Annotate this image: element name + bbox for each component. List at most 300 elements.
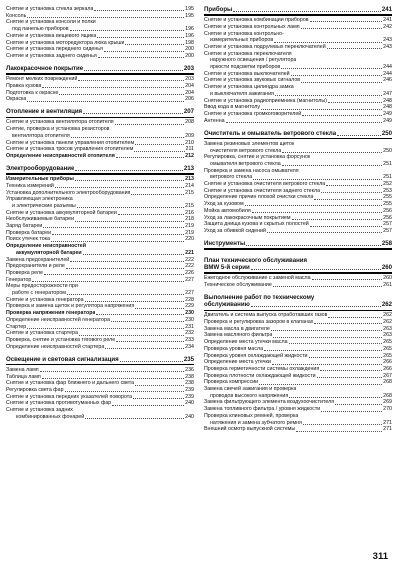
toc-entry-page: 256 — [383, 214, 392, 221]
dot-leader — [335, 404, 382, 405]
toc-entry — [204, 379, 392, 386]
toc-entry-title: Снятие и установка контрольно- — [204, 30, 284, 37]
toc-entry — [6, 203, 194, 210]
toc-entry-title: Снятие и установка аккумуляторной батареи — [6, 209, 117, 216]
toc-entry-title: Определение причин плохой очистки стекла — [204, 194, 314, 201]
toc-entry-title: Определение неисправностей генератора — [6, 316, 110, 323]
dot-leader — [317, 377, 383, 378]
toc-section-heading — [6, 165, 194, 172]
dot-leader — [67, 294, 184, 295]
dot-leader — [281, 68, 382, 69]
dot-leader — [275, 95, 382, 96]
toc-entry-title: Регулировка света фар — [6, 386, 64, 393]
toc-entry-page: 214 — [185, 182, 194, 189]
dot-leader — [27, 101, 184, 102]
toc-entry-title: Замена масляного фильтра — [204, 332, 273, 339]
toc-entry-title: Консоль — [6, 12, 27, 19]
toc-entry-page: 258 — [381, 240, 392, 248]
toc-entry-title: Стартер — [6, 323, 27, 330]
toc-entry-page: 211 — [185, 146, 194, 153]
toc-entry-title: Снятие и установка выключателей — [204, 70, 290, 77]
section-rule — [6, 364, 194, 365]
dot-leader — [116, 157, 184, 158]
dot-leader — [321, 192, 382, 193]
dot-leader — [32, 281, 184, 282]
toc-entry — [6, 387, 194, 394]
toc-entry-title: BMW 5-й серии — [204, 263, 250, 271]
toc-entry-page: 248 — [383, 104, 392, 111]
toc-entry — [6, 96, 194, 103]
toc-entry-page: 231 — [185, 323, 194, 330]
toc-entry-page: 216 — [185, 209, 194, 216]
toc-entry — [204, 104, 392, 111]
toc-entry-title: яркости подсветки приборов — [210, 64, 281, 71]
toc-entry-page: 262 — [383, 312, 392, 319]
toc-entry-title: омывателя ветрового стекла — [210, 160, 281, 167]
dot-leader — [42, 87, 184, 88]
dot-leader — [289, 343, 383, 344]
toc-entry-page: 213 — [185, 176, 194, 183]
toc-entry-page: 236 — [185, 366, 194, 373]
toc-entry-page: 198 — [185, 39, 194, 46]
toc-entry-page: 200 — [185, 46, 194, 53]
dot-leader — [115, 124, 185, 125]
toc-entry-title: Снятие и установка стекла зеркала — [6, 6, 94, 12]
toc-entry-page: 195 — [185, 6, 194, 12]
dot-leader — [98, 57, 184, 58]
toc-entry-title: План технического обслуживания — [204, 256, 308, 264]
toc-entry-page: 263 — [383, 325, 392, 332]
toc-entry — [204, 393, 392, 400]
toc-entry — [6, 210, 194, 217]
toc-entry-page: 227 — [185, 290, 194, 297]
toc-entry-title: Снятие и установка цилиндра замка — [204, 84, 294, 91]
toc-entry-title: Замена свечей зажигания и проверка — [204, 386, 297, 393]
toc-entry-title: Снятие и установка подрулевых переключателей — [204, 43, 326, 50]
dot-leader — [328, 102, 382, 103]
toc-entry — [204, 359, 392, 366]
toc-entry — [204, 24, 392, 31]
toc-entry — [204, 31, 392, 38]
dot-leader — [27, 17, 184, 18]
dot-leader — [259, 384, 382, 385]
dot-leader — [75, 180, 184, 181]
dot-leader — [104, 51, 184, 52]
toc-entry-title: Снятие и установка радиоприемника (магнитолы) — [204, 97, 327, 104]
toc-entry — [204, 282, 392, 289]
toc-entry-title: Снятие и установка передних указателей поворота — [6, 393, 133, 400]
dot-leader — [27, 328, 184, 329]
toc-entry-page: 239 — [185, 386, 194, 393]
toc-entry-title: Техника измерений — [6, 182, 54, 189]
toc-entry-page: 220 — [185, 236, 194, 243]
toc-entry — [204, 37, 392, 44]
dot-leader — [264, 350, 382, 351]
toc-entry-title: Замена масла в двигателе — [204, 325, 270, 332]
toc-entry-page: 195 — [185, 12, 194, 19]
toc-entry-title: Защита днища кузова и скрытых полостей — [204, 221, 309, 228]
toc-entry-title: Снятие и установка переключателя — [204, 50, 292, 57]
toc-entry-page: 244 — [383, 70, 392, 77]
toc-entry-title: Окраска — [6, 96, 27, 103]
toc-entry-title: Снятие и установка очистителя заднего стекла — [204, 187, 321, 194]
toc-entry — [204, 426, 392, 433]
toc-entry-page: 241 — [381, 6, 392, 13]
dot-leader — [85, 418, 184, 419]
toc-entry-page: 203 — [185, 76, 194, 83]
toc-entry-page: 268 — [383, 379, 392, 386]
dot-leader — [314, 323, 382, 324]
toc-entry-page: 251 — [383, 160, 392, 167]
dot-leader — [83, 113, 183, 114]
toc-entry-page: 207 — [183, 108, 194, 116]
toc-entry-page: 196 — [185, 26, 194, 33]
dot-leader — [246, 245, 381, 246]
toc-entry — [6, 236, 194, 243]
toc-entry — [6, 223, 194, 230]
toc-entry-title: Заряд батареи — [6, 223, 43, 230]
toc-entry-title: Внешний осмотр выпускной системы — [204, 426, 296, 433]
toc-entry — [204, 215, 392, 222]
toc-entry — [204, 366, 392, 373]
toc-entry-title: Замена фильтрующего элемента воздухоочистителя — [204, 399, 335, 406]
toc-entry-page: 265 — [383, 339, 392, 346]
dot-leader — [111, 321, 184, 322]
toc-entry-page: 265 — [383, 345, 392, 352]
toc-entry-title: под панелью приборов — [12, 26, 69, 33]
toc-entry — [6, 394, 194, 401]
toc-section-heading — [204, 264, 392, 271]
toc-entry-title: комбинированных фонарей — [16, 413, 85, 420]
toc-entry-title: Проверка уровня масла — [204, 345, 264, 352]
toc-entry-title: Замена топливного фильтра / уровня жидкости — [204, 406, 321, 413]
dot-leader — [43, 227, 184, 228]
toc-entry-title: Антенна — [204, 117, 225, 124]
toc-entry-title: Лакокрасочное покрытие — [6, 65, 84, 73]
dot-leader — [70, 261, 184, 262]
toc-entry-title: Освещение и световая сигнализация — [6, 355, 119, 363]
toc-entry-title: очистителя ветрового стекла — [210, 147, 282, 154]
dot-leader — [301, 82, 382, 83]
toc-entry-title: Необслуживаемые батареи — [6, 216, 75, 223]
toc-entry — [204, 420, 392, 427]
toc-section-heading — [204, 257, 392, 264]
toc-entry — [6, 367, 194, 374]
dot-leader — [245, 205, 383, 206]
toc-entry-title: Измерительные приборы — [6, 176, 74, 183]
toc-entry-title: проводов высокого напряжения — [210, 392, 289, 399]
toc-entry-title: Замена ламп — [6, 366, 39, 373]
dot-leader — [55, 187, 184, 188]
toc-entry-title: Замена резиновых элементов щеток — [204, 140, 295, 147]
toc-entry-page: 266 — [383, 365, 392, 372]
dot-leader — [65, 391, 185, 392]
dot-leader — [75, 170, 182, 171]
toc-entry-title: Снятие и установка стартера — [6, 330, 78, 337]
toc-entry-title: Снятие и установка консоли и полки — [6, 19, 96, 26]
toc-left-column — [6, 6, 194, 421]
toc-entry — [204, 339, 392, 346]
toc-entry — [6, 46, 194, 53]
dot-leader — [310, 226, 382, 227]
dot-leader — [134, 151, 184, 152]
toc-entry-title: Уход за кузовом — [204, 201, 244, 208]
toc-entry-page: 229 — [185, 303, 194, 310]
toc-entry — [204, 181, 392, 188]
toc-entry — [6, 277, 194, 284]
dot-leader — [96, 314, 184, 315]
toc-entry — [6, 216, 194, 223]
toc-entry — [204, 346, 392, 353]
toc-entry — [204, 413, 392, 420]
toc-entry — [6, 290, 194, 297]
toc-entry-title: Управляющая электроника — [6, 196, 73, 203]
toc-entry-page: 206 — [185, 96, 194, 103]
toc-entry-page: 242 — [383, 23, 392, 30]
section-rule — [204, 138, 392, 139]
toc-entry-title: Снятие и установка комбинации приборов — [204, 17, 309, 24]
toc-entry — [6, 183, 194, 190]
dot-leader — [271, 330, 382, 331]
dot-leader — [120, 361, 183, 362]
toc-entry — [204, 221, 392, 228]
dot-leader — [135, 385, 184, 386]
toc-entry — [6, 374, 194, 381]
dot-leader — [303, 424, 382, 425]
toc-entry-title: Определение места утечки масла — [204, 339, 288, 346]
dot-leader — [312, 279, 383, 280]
dot-leader — [131, 194, 184, 195]
toc-entry-page: 230 — [185, 310, 194, 317]
toc-entry-title: Снятие и установка тросов управления отопителем — [6, 146, 134, 153]
toc-entry — [6, 33, 194, 40]
toc-entry-page: 246 — [383, 77, 392, 84]
toc-section-heading — [204, 240, 392, 247]
toc-entry — [6, 400, 194, 407]
toc-entry-title: Уход за лакокрасочным покрытием — [204, 214, 291, 221]
toc-entry-page: 241 — [383, 17, 392, 24]
dot-leader — [78, 80, 184, 81]
toc-entry — [204, 326, 392, 333]
toc-entry — [6, 26, 194, 33]
toc-entry-page: 265 — [383, 352, 392, 359]
toc-entry — [204, 275, 392, 282]
toc-entry — [204, 406, 392, 413]
toc-entry-title: Правка кузова — [6, 82, 42, 89]
dot-leader — [71, 137, 184, 138]
toc-entry-title: Установка дополнительного электрооборудования — [6, 189, 131, 196]
toc-entry-title: обслуживанию — [204, 301, 250, 309]
toc-entry-title: Ввод кода в магнитолу — [204, 104, 261, 111]
toc-entry-page: 260 — [381, 263, 392, 271]
toc-section-heading — [204, 294, 392, 301]
toc-entry-title: Проверка плотности охлаждающей жидкости — [204, 372, 316, 379]
toc-entry-page: 238 — [185, 373, 194, 380]
toc-entry-title: Снятие и установка фар ближнего и дальнего света — [6, 380, 135, 387]
toc-entry — [204, 118, 392, 125]
toc-entry — [6, 270, 194, 277]
toc-entry-page: 244 — [383, 64, 392, 71]
toc-entry-page: 222 — [185, 263, 194, 270]
toc-entry — [6, 6, 194, 13]
dot-leader — [233, 11, 381, 12]
dot-leader — [310, 21, 383, 22]
toc-entry-title: Определение неисправностей отопителя — [6, 152, 115, 159]
toc-entry-page: 222 — [185, 256, 194, 263]
toc-entry-page: 257 — [383, 227, 392, 234]
toc-entry-title: Снятие и установка противотуманных фар — [6, 400, 112, 407]
toc-entry-page: 210 — [185, 139, 194, 146]
toc-entry — [204, 64, 392, 71]
toc-entry-page: 248 — [383, 97, 392, 104]
toc-entry-page: 240 — [185, 413, 194, 420]
toc-entry-page: 253 — [383, 187, 392, 194]
toc-entry-title: наружного освещения / регулятора — [210, 57, 297, 64]
dot-leader — [40, 371, 185, 372]
dot-leader — [94, 10, 184, 11]
toc-entry — [6, 133, 194, 140]
dot-leader — [83, 254, 184, 255]
toc-entry — [6, 176, 194, 183]
toc-entry-page: 196 — [185, 32, 194, 39]
toc-entry — [6, 414, 194, 421]
toc-entry-page: 215 — [185, 189, 194, 196]
toc-entry-page: 227 — [185, 276, 194, 283]
dot-leader — [320, 370, 382, 371]
dot-leader — [328, 317, 382, 318]
toc-entry-page: 239 — [185, 393, 194, 400]
dot-leader — [309, 357, 383, 358]
toc-entry — [6, 310, 194, 317]
toc-entry-page: 234 — [185, 343, 194, 350]
section-rule — [204, 14, 392, 15]
toc-entry-title: Уход за обивкой сидений — [204, 227, 266, 234]
toc-entry-page: 235 — [183, 355, 194, 363]
dot-leader — [51, 241, 184, 242]
toc-entry-page: 219 — [185, 223, 194, 230]
toc-entry-page: 252 — [383, 181, 392, 188]
toc-entry — [204, 312, 392, 319]
toc-entry — [204, 188, 392, 195]
toc-entry-page: 238 — [185, 380, 194, 387]
dot-leader — [291, 75, 383, 76]
toc-entry-title: Техническое обслуживание — [204, 281, 272, 288]
toc-entry — [204, 201, 392, 208]
toc-entry-page: 221 — [185, 249, 194, 256]
toc-entry — [6, 140, 194, 147]
dot-leader — [77, 207, 184, 208]
toc-entry-page: 230 — [185, 316, 194, 323]
toc-entry — [6, 330, 194, 337]
toc-entry-title: Проверка напряжения генератора — [6, 310, 96, 317]
toc-entry-title: Определение места утечки — [204, 359, 271, 366]
toc-entry — [6, 90, 194, 97]
toc-entry-title: Проверка герметичности системы охлаждения — [204, 365, 320, 372]
toc-entry — [6, 190, 194, 197]
toc-entry — [6, 337, 194, 344]
toc-section-heading — [204, 6, 392, 13]
toc-entry-page: 257 — [383, 221, 392, 228]
dot-leader — [135, 308, 184, 309]
toc-entry — [204, 168, 392, 175]
toc-entry-title: Проверка компрессии — [204, 379, 259, 386]
section-rule — [204, 310, 392, 311]
toc-entry — [6, 250, 194, 257]
toc-entry-title: Инструменты — [204, 240, 246, 248]
toc-entry-page: 208 — [185, 119, 194, 126]
toc-entry-page: 243 — [383, 37, 392, 44]
toc-section-heading — [6, 356, 194, 363]
toc-entry-page: 212 — [185, 152, 194, 159]
toc-entry-title: Отопление и вентиляция — [6, 108, 83, 116]
toc-entry-page: 232 — [185, 330, 194, 337]
dot-leader — [44, 274, 184, 275]
dot-leader — [253, 179, 382, 180]
toc-entry-title: и выключателя зажигания — [210, 90, 274, 97]
dot-leader — [327, 48, 382, 49]
dot-leader — [326, 185, 382, 186]
toc-entry — [204, 228, 392, 235]
dot-leader — [84, 70, 183, 71]
toc-entry-title: Проверка и замена щеток и регулятора напряжения — [6, 303, 135, 310]
toc-entry-title: Проверка реле — [6, 269, 43, 276]
toc-entry — [6, 407, 194, 414]
toc-section-heading — [6, 65, 194, 72]
dot-leader — [85, 301, 185, 302]
toc-entry — [6, 146, 194, 153]
toc-entry — [6, 40, 194, 47]
toc-entry-title: Приборы — [204, 6, 233, 13]
toc-entry-title: Снятие и установка звуковых сигналов — [204, 77, 301, 84]
dot-leader — [251, 306, 381, 307]
toc-entry — [204, 373, 392, 380]
toc-entry — [204, 84, 392, 91]
toc-entry-page: 255 — [383, 201, 392, 208]
dot-leader — [125, 44, 184, 45]
dot-leader — [133, 398, 184, 399]
toc-entry — [6, 53, 194, 60]
toc-entry-title: Снятие и установка генератора — [6, 296, 84, 303]
toc-entry — [204, 194, 392, 201]
toc-entry-page: 250 — [383, 147, 392, 154]
toc-entry-page: 270 — [383, 406, 392, 413]
toc-entry-page: 268 — [383, 392, 392, 399]
toc-entry — [204, 148, 392, 155]
toc-entry — [6, 380, 194, 387]
dot-leader — [105, 348, 184, 349]
toc-entry — [204, 174, 392, 181]
toc-entry-page: 233 — [185, 336, 194, 343]
toc-entry-title: Снятие, проверка и установка резисторов — [6, 126, 110, 133]
dot-leader — [70, 30, 185, 31]
toc-entry-title: Генератор — [6, 276, 32, 283]
toc-entry-title: Двигатель и система выпуска отработавших газов — [204, 312, 328, 319]
dot-leader — [52, 234, 184, 235]
dot-leader — [66, 268, 184, 269]
toc-entry-page: 200 — [185, 52, 194, 59]
toc-entry — [6, 196, 194, 203]
toc-entry-title: Снятие и установка контрольных ламп — [204, 23, 300, 30]
toc-entry-title: Проверка уровня охлаждающей жидкости — [204, 352, 308, 359]
toc-entry — [204, 319, 392, 326]
toc-entry — [6, 119, 194, 126]
toc-section-heading — [204, 130, 392, 137]
toc-entry-page: 218 — [185, 216, 194, 223]
toc-entry — [204, 332, 392, 339]
toc-entry-page: 219 — [185, 229, 194, 236]
toc-entry-page: 249 — [383, 117, 392, 124]
toc-entry-title: Мойка автомобиля — [204, 207, 251, 214]
